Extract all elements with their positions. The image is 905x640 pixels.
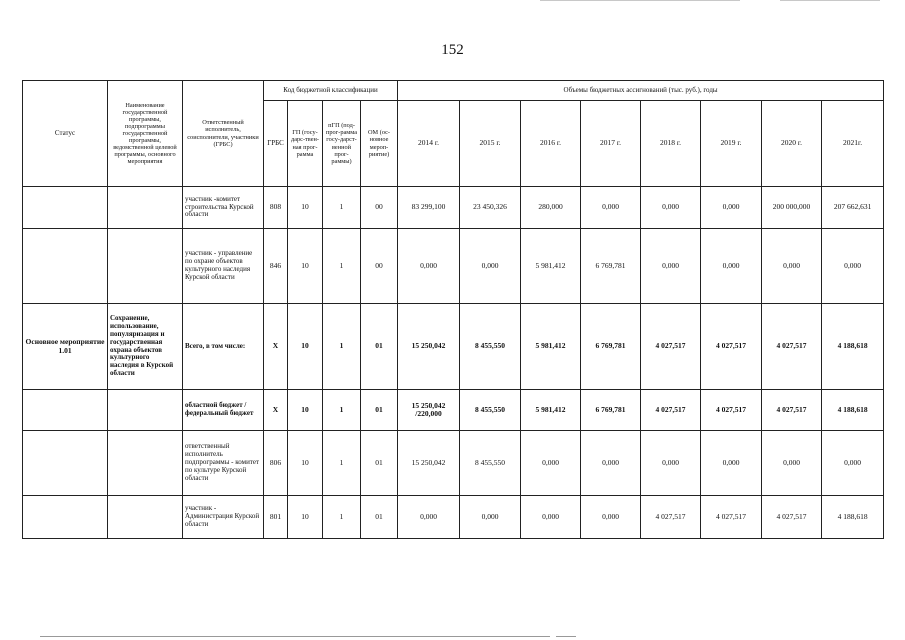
value-cell: 0,000 — [701, 229, 762, 304]
table-row — [23, 229, 884, 304]
status-cell — [23, 390, 108, 431]
scan-bottom-line — [40, 636, 550, 637]
header-year: 2020 г. — [762, 101, 822, 187]
participant-cell: областной бюджет /федеральный бюджет — [183, 390, 264, 431]
value-cell: 6 769,781 — [581, 390, 641, 431]
value-cell: 0,000 — [822, 229, 884, 304]
table-row — [23, 431, 884, 496]
gp-cell: 10 — [288, 431, 323, 496]
header-year: 2019 г. — [701, 101, 762, 187]
pgp-cell: 1 — [323, 431, 361, 496]
value-cell: 0,000 — [581, 496, 641, 539]
gp-cell: 10 — [288, 496, 323, 539]
participant-cell: участник - Администрация Курской области — [183, 496, 264, 539]
header-year: 2017 г. — [581, 101, 641, 187]
participant-cell: Всего, в том числе: — [183, 304, 264, 390]
value-cell: 0,000 — [762, 431, 822, 496]
value-cell: 4 027,517 — [701, 304, 762, 390]
value-cell: 4 027,517 — [641, 496, 701, 539]
value-cell: 4 188,618 — [822, 304, 884, 390]
value-cell: 4 188,618 — [822, 496, 884, 539]
gp-cell: 10 — [288, 187, 323, 229]
value-cell: 0,000 — [641, 187, 701, 229]
gp-cell: 10 — [288, 304, 323, 390]
value-cell: 6 769,781 — [581, 304, 641, 390]
om-cell: 01 — [361, 496, 398, 539]
grbs-cell: 846 — [264, 229, 288, 304]
program-name-cell — [108, 390, 183, 431]
value-cell: 5 981,412 — [521, 229, 581, 304]
grbs-cell: X — [264, 390, 288, 431]
participant-cell: участник -комитет строительства Курской области — [183, 187, 264, 229]
header-year: 2014 г. — [398, 101, 460, 187]
header-year: 2018 г. — [641, 101, 701, 187]
value-cell: 8 455,550 — [460, 390, 521, 431]
header-budget-classification: Код бюджетной классификации — [264, 81, 398, 101]
header-grbs: ГРБС — [264, 101, 288, 187]
om-cell: 01 — [361, 390, 398, 431]
pgp-cell: 1 — [323, 304, 361, 390]
grbs-cell: 801 — [264, 496, 288, 539]
value-cell: 4 188,618 — [822, 390, 884, 431]
header-budget-volumes: Объемы бюджетных ассигнований (тыс. руб.), годы — [398, 81, 884, 101]
header-om: ОМ (ос-новное мероп-риятие) — [361, 101, 398, 187]
header-gp: ГП (госу-дарс-твен-ная прог-рамма — [288, 101, 323, 187]
om-cell: 00 — [361, 187, 398, 229]
status-cell — [23, 187, 108, 229]
pgp-cell: 1 — [323, 496, 361, 539]
pgp-cell: 1 — [323, 390, 361, 431]
value-cell: 4 027,517 — [641, 304, 701, 390]
value-cell: 4 027,517 — [762, 496, 822, 539]
value-cell: 5 981,412 — [521, 304, 581, 390]
status-cell — [23, 496, 108, 539]
value-cell: 0,000 — [701, 187, 762, 229]
value-cell: 4 027,517 — [762, 390, 822, 431]
value-cell: 0,000 — [460, 496, 521, 539]
value-cell: 8 455,550 — [460, 431, 521, 496]
program-name-cell: Сохранение, использование, популяризация и государственная охрана объектов культурного наследия в Курской области — [108, 304, 183, 390]
header-year: 2015 г. — [460, 101, 521, 187]
value-cell: 4 027,517 — [762, 304, 822, 390]
table-row — [23, 390, 884, 431]
value-cell: 0,000 — [581, 431, 641, 496]
value-cell: 23 450,326 — [460, 187, 521, 229]
value-cell: 0,000 — [581, 187, 641, 229]
status-cell — [23, 229, 108, 304]
program-name-cell — [108, 496, 183, 539]
value-cell: 0,000 — [460, 229, 521, 304]
budget-table — [22, 80, 884, 539]
table-row — [23, 496, 884, 539]
pgp-cell: 1 — [323, 187, 361, 229]
status-cell: Основное мероприятие 1.01 — [23, 304, 108, 390]
value-cell: 4 027,517 — [701, 496, 762, 539]
value-cell: 83 299,100 — [398, 187, 460, 229]
table-row — [23, 187, 884, 229]
header-status: Статус — [23, 81, 108, 187]
value-cell: 0,000 — [762, 229, 822, 304]
value-cell: 8 455,550 — [460, 304, 521, 390]
value-cell: 6 769,781 — [581, 229, 641, 304]
value-cell: 15 250,042 /220,000 — [398, 390, 460, 431]
value-cell: 0,000 — [822, 431, 884, 496]
value-cell: 4 027,517 — [641, 390, 701, 431]
header-year: 2016 г. — [521, 101, 581, 187]
header-responsible: Ответственный исполнитель, соисполнители, участники (ГРБС) — [183, 81, 264, 187]
om-cell: 01 — [361, 431, 398, 496]
value-cell: 4 027,517 — [701, 390, 762, 431]
value-cell: 0,000 — [521, 496, 581, 539]
scan-bottom-line-right — [556, 636, 576, 637]
grbs-cell: 806 — [264, 431, 288, 496]
value-cell: 280,000 — [521, 187, 581, 229]
table-row — [23, 304, 884, 390]
value-cell: 15 250,042 — [398, 304, 460, 390]
scan-top-line-right — [780, 0, 880, 1]
om-cell: 00 — [361, 229, 398, 304]
value-cell: 0,000 — [701, 431, 762, 496]
header-year: 2021г. — [822, 101, 884, 187]
program-name-cell — [108, 187, 183, 229]
header-pgp: пГП (под-прог-рамма госу-дарст-венной прог-раммы) — [323, 101, 361, 187]
value-cell: 0,000 — [398, 496, 460, 539]
value-cell: 15 250,042 — [398, 431, 460, 496]
participant-cell: участник - управление по охране объектов культурного наследия Курской области — [183, 229, 264, 304]
header-program-name: Наименование государственной программы, подпрограммы государственной программы, ведомственной целевой программы, основного мероприятия — [108, 81, 183, 187]
gp-cell: 10 — [288, 229, 323, 304]
om-cell: 01 — [361, 304, 398, 390]
grbs-cell: X — [264, 304, 288, 390]
value-cell: 0,000 — [398, 229, 460, 304]
value-cell: 0,000 — [641, 229, 701, 304]
grbs-cell: 808 — [264, 187, 288, 229]
value-cell: 5 981,412 — [521, 390, 581, 431]
value-cell: 0,000 — [641, 431, 701, 496]
pgp-cell: 1 — [323, 229, 361, 304]
gp-cell: 10 — [288, 390, 323, 431]
page-number: 152 — [441, 42, 464, 58]
program-name-cell — [108, 229, 183, 304]
program-name-cell — [108, 431, 183, 496]
status-cell — [23, 431, 108, 496]
value-cell: 0,000 — [521, 431, 581, 496]
scan-top-line — [540, 0, 740, 1]
value-cell: 200 000,000 — [762, 187, 822, 229]
value-cell: 207 662,631 — [822, 187, 884, 229]
participant-cell: ответственный исполнитель подпрограммы - комитет по культуре Курской области — [183, 431, 264, 496]
